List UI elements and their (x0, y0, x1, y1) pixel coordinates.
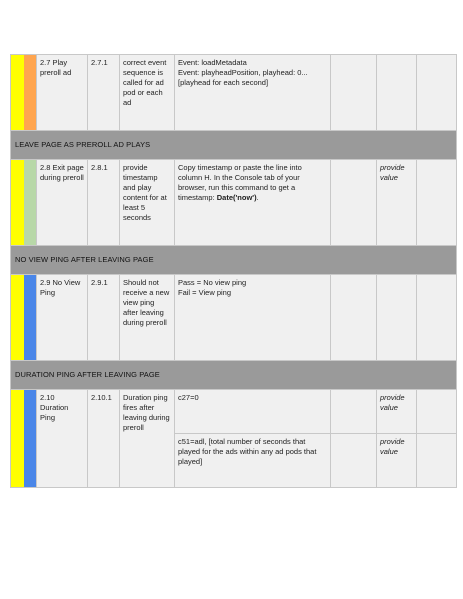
criteria-cell: c51=adl, [total number of seconds that played for the ads within any ad pods that played] (175, 434, 331, 488)
status-bar-yellow (11, 390, 24, 488)
empty-cell[interactable] (331, 390, 377, 434)
instruction-cell (175, 160, 331, 246)
status-bar-orange (24, 55, 37, 131)
status-bar-yellow (11, 275, 24, 361)
step-description: Duration ping fires after leaving during preroll (120, 390, 175, 488)
section-title: DURATION PING AFTER LEAVING PAGE (11, 361, 457, 390)
event-cell (175, 55, 331, 131)
step-description: correct event sequence is called for ad pod or each ad (120, 55, 175, 131)
table-row (11, 55, 457, 131)
empty-cell[interactable] (417, 390, 457, 434)
step-description: provide timestamp and play content for at least 5 seconds (120, 160, 175, 246)
step-id: 2.10.1 (88, 390, 120, 488)
status-bar-blue (24, 390, 37, 488)
fail-criteria: Fail = View ping (178, 288, 232, 297)
empty-cell[interactable] (417, 160, 457, 246)
empty-cell[interactable] (331, 160, 377, 246)
empty-cell[interactable] (331, 434, 377, 488)
instruction-text: Copy timestamp or paste the line into column H. In the Console tab of your browser, run this command to get a timestamp: (178, 163, 302, 202)
section-header (11, 246, 457, 275)
empty-cell[interactable] (417, 434, 457, 488)
instruction-end: . (256, 193, 259, 202)
criteria-cell (175, 275, 331, 361)
instruction-code: Date('now') (216, 193, 257, 202)
section-header (11, 361, 457, 390)
empty-cell[interactable] (331, 275, 377, 361)
step-name: 2.9 No View Ping (37, 275, 88, 361)
step-name: 2.8 Exit page during preroll (37, 160, 88, 246)
value-cell[interactable]: provide value (377, 390, 417, 434)
table-row (11, 275, 457, 361)
step-name: 2.7 Play preroll ad (37, 55, 88, 131)
status-bar-yellow (11, 160, 24, 246)
section-title: NO VIEW PING AFTER LEAVING PAGE (11, 246, 457, 275)
empty-cell[interactable] (377, 275, 417, 361)
step-id: 2.8.1 (88, 160, 120, 246)
event-line: Event: playheadPosition, playhead: 0...[playhead for each second] (178, 68, 308, 87)
step-id: 2.7.1 (88, 55, 120, 131)
section-header (11, 131, 457, 160)
table-row (11, 160, 457, 246)
empty-cell[interactable] (377, 55, 417, 131)
status-bar-yellow (11, 55, 24, 131)
test-plan-table (10, 54, 456, 488)
event-line: Event: loadMetadata (178, 58, 247, 67)
step-name: 2.10 Duration Ping (37, 390, 88, 488)
value-cell[interactable]: provide value (377, 160, 417, 246)
step-description: Should not receive a new view ping after leaving during preroll (120, 275, 175, 361)
value-cell[interactable]: provide value (377, 434, 417, 488)
empty-cell[interactable] (331, 55, 377, 131)
status-bar-blue (24, 275, 37, 361)
step-id: 2.9.1 (88, 275, 120, 361)
table-row (11, 390, 457, 434)
empty-cell[interactable] (417, 275, 457, 361)
empty-cell[interactable] (417, 55, 457, 131)
pass-criteria: Pass = No view ping (178, 278, 247, 287)
status-bar-green (24, 160, 37, 246)
section-title: LEAVE PAGE AS PREROLL AD PLAYS (11, 131, 457, 160)
criteria-cell: c27=0 (175, 390, 331, 434)
